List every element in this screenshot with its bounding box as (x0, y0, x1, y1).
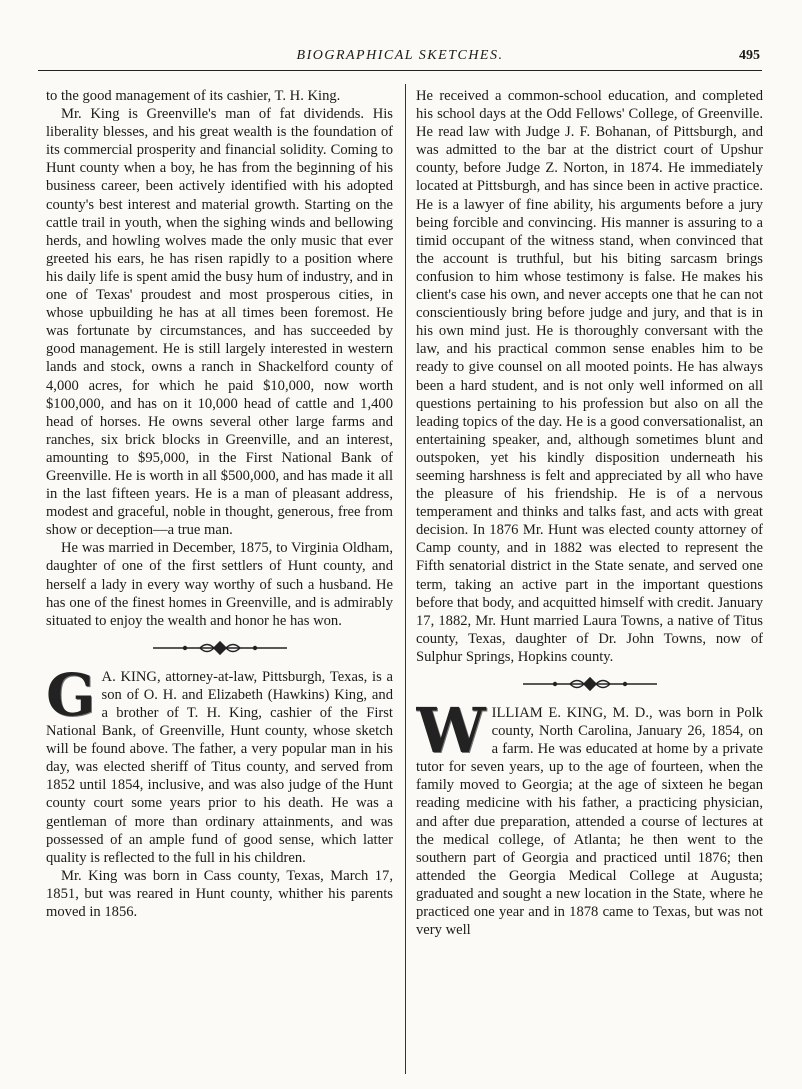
running-title: BIOGRAPHICAL SKETCHES. (296, 48, 504, 63)
sketch-ga-king (46, 668, 393, 867)
paragraph: to the good management of its cashier, T. H. King. (46, 88, 341, 104)
paragraph: Mr. King is Greenville's man of fat dividends. His liberality blesses, and his great wealth is the foundation of its commercial prosperity and financial solidity. Coming to Hunt county when a boy, he has from the beginning of his business career, been actively identified with his adopted county's best interest and material growth. Starting on the cattle trail in youth, when the sighing winds and bellowing herds, and howling wolves made the only music that ever greeted his ears, he has risen rapidly to a position where his daily life is spent amid the busy hum of industry, and in one of Texas' proudest and most prosperous cities, in whose upbuilding he has at all times been foremost. He was fortunate by circumstances, and has succeeded by good management. He is still largely interested in western lands and stock, owns a ranch in Shackelford county of 4,000 acres, for which he paid $10,000, now worth $100,000, and has on it 10,000 head of cattle and 1,400 head of horses. He owns several other large farms and ranches, six brick blocks in Greenville, and an interest, amounting to $95,000, in the First National Bank of Greenville. He is worth in all $500,000, and has made it all in the last fifteen years. He is a man of pleasant address, modest and graceful, noble in thought, generous, free from show or deception—a true man. (46, 106, 393, 539)
left-column (46, 87, 393, 921)
paragraph: Mr. King was born in Cass county, Texas, March 17, 1851, but was reared in Hunt county, whither his parents moved in 1856. (46, 867, 393, 921)
drop-cap-initial: W (416, 704, 486, 767)
drop-cap-initial: G (46, 667, 96, 729)
paragraph: He was married in December, 1875, to Virginia Oldham, daughter of one of the first settlers of Hunt county, and herself a lady in every way worthy of such a husband. He has one of the finest homes in Greenville, and is admirably situated to enjoy the wealth and honor he has won. (46, 540, 393, 629)
paragraph: He received a common-school education, and completed his school days at the Odd Fellows' College, of Greenville. He read law with Judge J. F. Bohanan, of Pittsburgh, and was admitted to the bar at the district court of Upshur county, before Judge Z. Norton, in 1874. He immediately located at Pittsburgh, and has since been in active practice. He is a lawyer of fine ability, his arguments before a jury being forcible and convincing. His manner is assuring to a timid occupant of the witness stand, when convinced that the account is truthful, but his biting sarcasm brings confusion to him whose testimony is false. He makes his client's case his own, and never accepts one that he can not conscientiously bring before judge and jury, and that is in his own mind just. He is thoroughly conversant with the law, and his practical common sense enables him to be ready to give counsel on all mooted points. He has always been a hard student, and is not only well informed on all questions pertaining to his profession but also on all the leading topics of the day. He is a good conversationalist, an entertaining speaker, and, although sometimes blunt and outspoken, yet his kindly disposition underneath his seeming harshness is felt and appreciated by all who have the pleasure of his friendship. He is of a nervous temperament and thinks and talks fast, and acts with great decision. In 1876 Mr. Hunt was elected county attorney of Camp county, and in 1882 was elected to represent the Fifth senatorial district in the State senate, and served one term, taking an active part in the important questions before that body, and acquitted himself with credit. January 17, 1882, Mr. Hunt married Laura Towns, a native of Titus county, Texas, daughter of Dr. John Towns, now of Sulphur Springs, Hopkins county. (416, 88, 763, 665)
section-ornament (515, 676, 665, 692)
sketch-william-e-king (416, 704, 763, 939)
column-divider (405, 84, 406, 1074)
page-header (38, 44, 762, 71)
paragraph: ILLIAM E. KING, M. D., was born in Polk county, North Carolina, January 26, 1854, on a farm. He was educated at home by a private tutor for seven years, up to the age of fourteen, when the family moved to Georgia; at the age of sixteen he began reading medicine with his father, a practicing physician, and after due preparation, attended a course of lectures at the medical college, of Atlanta; he then went to the southern part of Georgia and practiced until 1876; then attended the Georgia Medical College at Augusta; graduated and sought a new location in the State, where he practiced one year and in 1878 came to Texas, but was not very well (416, 705, 763, 939)
section-ornament (145, 640, 295, 656)
right-column (416, 87, 763, 939)
paragraph: A. KING, attorney-at-law, Pittsburgh, Texas, is a son of O. H. and Elizabeth (Hawkins) King, and a brother of T. H. King, cashier of the First National Bank, of Greenville, Hunt county, whose sketch will be found above. The father, a very popular man in his day, was elected sheriff of Titus county, and served from 1852 until 1854, inclusive, and was also judge of the Hunt county court some years prior to his death. He was a gentleman of more than ordinary attainments, and was possessed of an ample fund of good sense, which latter quality is reflected to the full in his children. (46, 668, 393, 866)
page-number: 495 (739, 48, 760, 63)
